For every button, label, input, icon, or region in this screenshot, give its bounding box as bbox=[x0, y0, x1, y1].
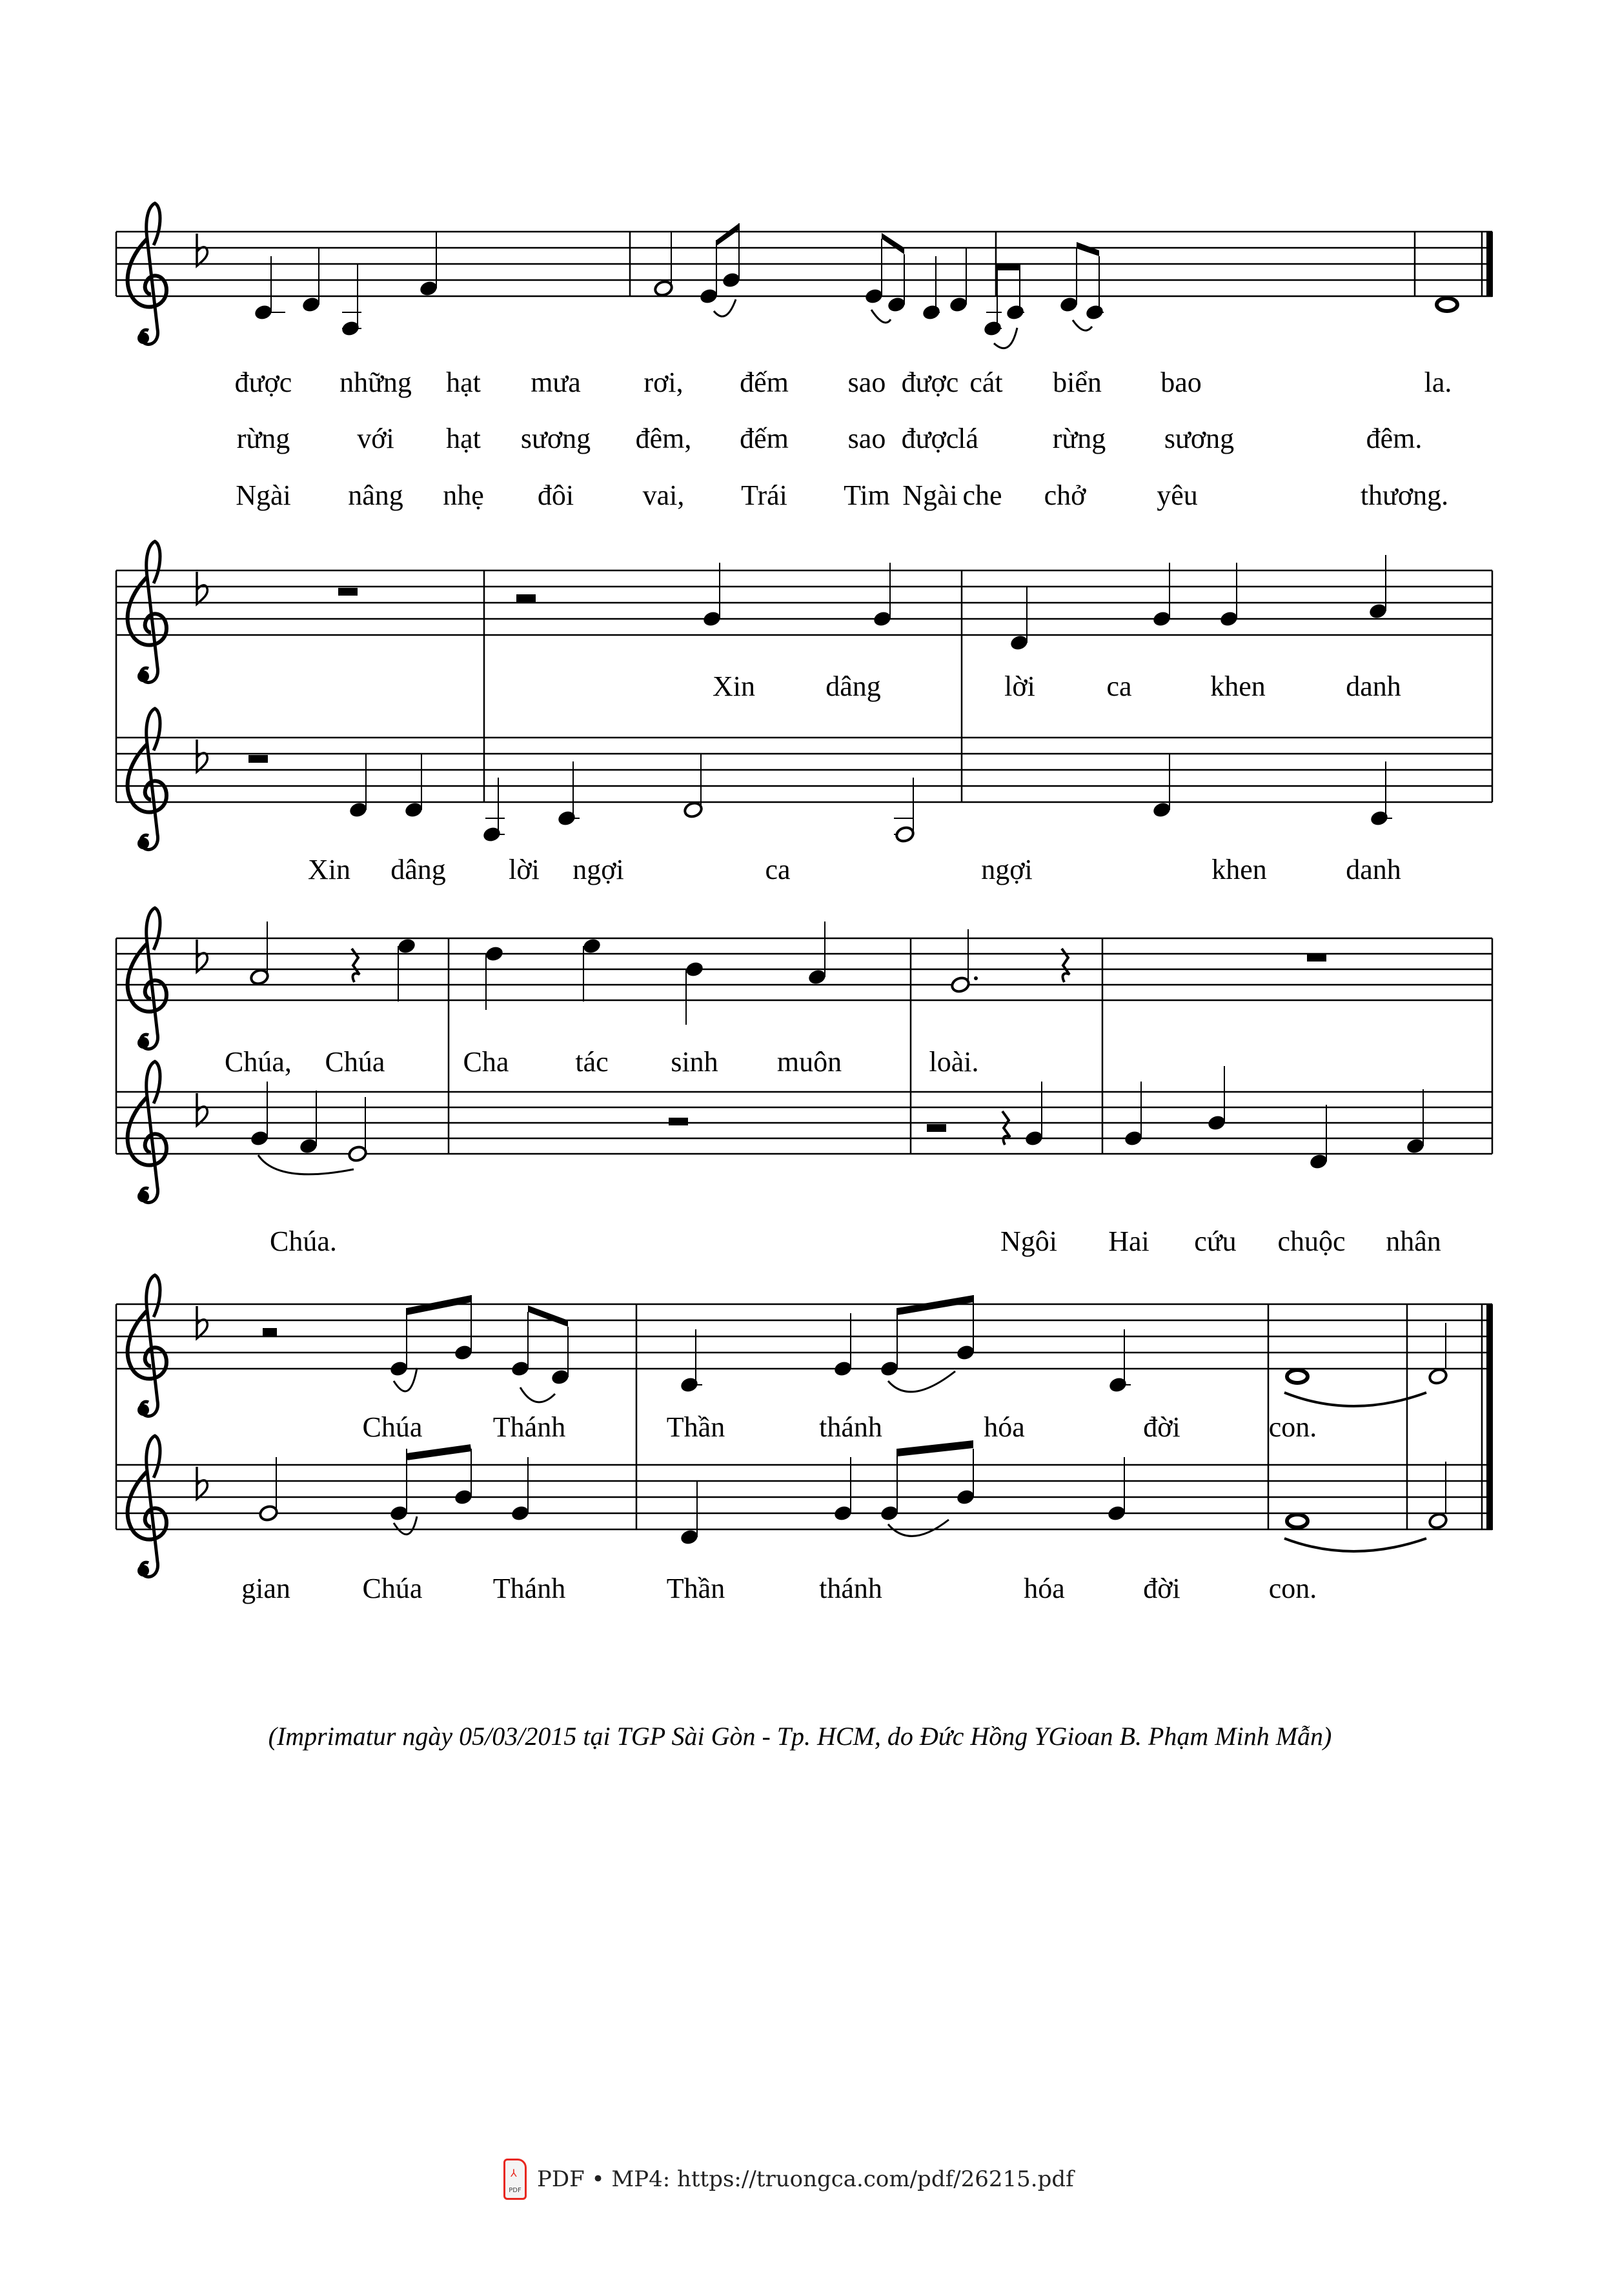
lyric: chuộc bbox=[1277, 1225, 1346, 1257]
lyric: la. bbox=[1424, 367, 1452, 398]
lyric: Ngài bbox=[902, 479, 958, 511]
lyric: ngợi bbox=[572, 854, 624, 885]
lyric: con. bbox=[1268, 1573, 1317, 1604]
lyric: sao bbox=[847, 367, 886, 398]
lyric: muôn bbox=[776, 1046, 842, 1078]
lyric: khen bbox=[1211, 854, 1267, 885]
lyric: Xin bbox=[308, 854, 350, 885]
lyric: Cha bbox=[463, 1046, 509, 1078]
lyric: ca bbox=[765, 854, 791, 885]
lyric: đếm bbox=[740, 423, 789, 454]
lyric: nâng bbox=[348, 479, 403, 511]
footer-text[interactable]: PDF • MP4: https://truongca.com/pdf/26215.pdf bbox=[537, 2166, 1074, 2192]
lyric: được bbox=[234, 367, 292, 398]
lyric: Chúa. bbox=[270, 1225, 337, 1257]
lyric: ngợi bbox=[981, 854, 1033, 885]
lyric: đời bbox=[1143, 1573, 1180, 1604]
lyric: nhẹ bbox=[443, 479, 484, 511]
lyric: Thánh bbox=[492, 1573, 566, 1604]
lyric: Ngôi bbox=[1000, 1225, 1057, 1257]
lyric: hạt bbox=[446, 423, 481, 454]
lyric: Trái bbox=[741, 479, 787, 511]
lyric: loài. bbox=[929, 1046, 979, 1078]
lyric: yêu bbox=[1157, 479, 1198, 511]
lyric: Xin bbox=[713, 670, 755, 702]
lyric: ca bbox=[1106, 670, 1132, 702]
lyric: đêm. bbox=[1366, 423, 1423, 454]
system-2 bbox=[116, 541, 1492, 850]
lyric: dâng bbox=[825, 670, 881, 702]
lyric: thánh bbox=[819, 1573, 882, 1604]
lyric: che bbox=[962, 479, 1002, 511]
lyric: rừng bbox=[1052, 423, 1106, 454]
lyric: bao bbox=[1160, 367, 1202, 398]
lyric: hạt bbox=[446, 367, 481, 398]
lyric: sao bbox=[847, 423, 886, 454]
lyric: được bbox=[901, 423, 959, 454]
lyric: dâng bbox=[390, 854, 446, 885]
lyric: những bbox=[339, 367, 412, 398]
lyric: con. bbox=[1268, 1411, 1317, 1443]
lyric: sương bbox=[1164, 423, 1235, 454]
lyric: Thần bbox=[666, 1573, 725, 1604]
lyric: đôi bbox=[537, 479, 574, 511]
lyric: Chúa, bbox=[225, 1046, 292, 1078]
lyric: Chúa bbox=[362, 1411, 423, 1443]
footer-link[interactable] bbox=[503, 2159, 1074, 2200]
lyric: hóa bbox=[984, 1411, 1025, 1443]
lyric: hóa bbox=[1024, 1573, 1065, 1604]
lyric: khen bbox=[1210, 670, 1266, 702]
lyric: Chúa bbox=[325, 1046, 385, 1078]
lyric: lời bbox=[509, 854, 540, 885]
lyric: đếm bbox=[740, 367, 789, 398]
lyric: danh bbox=[1346, 854, 1401, 885]
imprimatur-note: (Imprimatur ngày 05/03/2015 tại TGP Sài Gòn - Tp. HCM, do Đức Hồng YGioan B. Phạm Minh Mẫn) bbox=[268, 1722, 1332, 1751]
lyric: lá bbox=[958, 423, 978, 454]
lyric: Tim bbox=[844, 479, 890, 511]
lyric: chở bbox=[1044, 479, 1086, 511]
lyric: Thánh bbox=[492, 1411, 566, 1443]
lyric: gian bbox=[241, 1573, 290, 1604]
lyric: danh bbox=[1346, 670, 1401, 702]
lyric: tác bbox=[575, 1046, 609, 1078]
lyric: rừng bbox=[236, 423, 290, 454]
lyric: lời bbox=[1004, 670, 1035, 702]
lyric: nhân bbox=[1386, 1225, 1441, 1257]
lyric: sinh bbox=[671, 1046, 718, 1078]
lyric: Hai bbox=[1108, 1225, 1149, 1257]
lyric: cứu bbox=[1194, 1225, 1237, 1257]
pdf-icon: ⅄ PDF bbox=[503, 2159, 527, 2200]
lyric: biển bbox=[1053, 367, 1102, 398]
lyric: Ngài bbox=[236, 479, 291, 511]
lyric: vai, bbox=[642, 479, 685, 511]
lyric: sương bbox=[520, 423, 591, 454]
lyric: Chúa bbox=[362, 1573, 423, 1604]
lyric: đêm, bbox=[635, 423, 692, 454]
lyric: rơi, bbox=[643, 367, 684, 398]
lyric: với bbox=[357, 423, 394, 454]
lyric: thánh bbox=[819, 1411, 882, 1443]
lyric: được bbox=[901, 367, 959, 398]
system-1 bbox=[116, 203, 1493, 348]
lyric: cát bbox=[969, 367, 1003, 398]
lyric: đời bbox=[1143, 1411, 1180, 1443]
lyric: mưa bbox=[531, 367, 581, 398]
lyric: thương. bbox=[1360, 479, 1449, 511]
lyric: Thần bbox=[666, 1411, 725, 1443]
